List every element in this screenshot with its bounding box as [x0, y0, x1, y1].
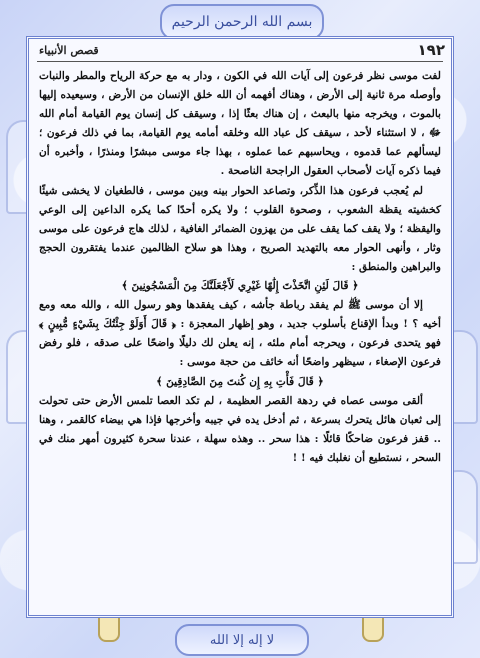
paragraph: إلا أن موسى ﷺ لم يفقد رباطة جأشه ، كيف يفقدها وهو رسول الله ، والله معه ومع أخيه ؟ ! وبدأ الإقناع بأسلوب جديد ، وهو إظهار المعجزة : ﴿ قَالَ أَوَلَوْ جِئْتُكَ بِشَيْءٍ مُّبِينٍ ﴾ فهو يتحدى فرعون ، ويحرجه أمام ملئه ، إنه يعلن لك دليلًا واضحًا على صدقه ، فلو رفض فرعون الإصغاء ، سيظهر واضحًا أنه خائف من حجة موسى :: [39, 299, 441, 369]
text-frame: [26, 36, 454, 618]
page-number: ١٩٢: [417, 41, 445, 59]
page-body: [39, 67, 441, 609]
footer-banner: لا إله إلا الله: [175, 624, 309, 656]
book-title: قصص الأنبياء: [39, 44, 99, 57]
paragraph: لفت موسى نظر فرعون إلى آيات الله في الكون ، ودار به مع حركة الرياح والمطر والنبات وأوصله مرة ثانية إلى الأرض ، وهناك أفهمه أن الله خلق الإنسان من الأرض ، وسيعيده إليها بالموت ، ويخرجه منها بالبعث ، إن هناك بعثًا إذا ، وسيقف كل إنسان يوم القيامة أمام الله ﷻ ، لا استثناء لأحد ، سيقف كل عباد الله وخلقه أمامه يوم القيامة، بما في ذلك فرعون ؛ ليسألهم عما قدموه ، ويحاسبهم عما عملوه ، بهذا جاء موسى مبشرًا ومنذرًا ، وأخبره أن فيما ذكره آيات لأصحاب العقول الراجحة الناصحة .: [39, 70, 441, 178]
page-header: [29, 41, 451, 63]
quran-verse: ﴿ قَالَ لَئِنِ اتَّخَذْتَ إِلَٰهًا غَيْرِي لَأَجْعَلَنَّكَ مِنَ الْمَسْجُونِينَ ﴾: [121, 280, 359, 293]
quran-verse: ﴿ قَالَ فَأْتِ بِهِ إِن كُنتَ مِنَ الصَّادِقِينَ ﴾: [156, 375, 324, 388]
header-divider: [37, 61, 443, 62]
paragraph: لم يُعجب فرعون هذا الذِّكر، وتصاعد الحوار بينه وبين موسى ، فالطغيان لا يخشى شيئًا كخشيته يقظة الشعوب ، وصحوة القلوب ؛ ولا يكره أحدًا كما يكره الداعين إلى الوعي واليقظة ؛ ولا يقف كما يقف على من يهزون الضمائر الغافية ، لذلك هاج فرعون على موسى وثار ، وأنهى الحوار معه بالتهديد الصريح ، وهذا هو سلاح الظالمين عندما يفتقرون الحجج والبراهين والمنطق :: [39, 184, 441, 273]
basmala-banner: بسم الله الرحمن الرحيم: [160, 4, 324, 40]
paragraph: ألقى موسى عصاه في ردهة القصر العظيمة ، لم تكد العصا تلمس الأرض حتى تحولت إلى ثعبان هائل يتحرك بسرعة ، ثم أدخل يده في جيبه وأخرجها فإذا هي بيضاء كالقمر ، وهنا .. قفز فرعون ضاحكًا قائلًا : هذا سحر .. وهذه سهلة ، عندنا سحرة كثيرون أمهر منك في السحر ، نستطيع أن نغلبك فيه ! !: [39, 394, 441, 464]
